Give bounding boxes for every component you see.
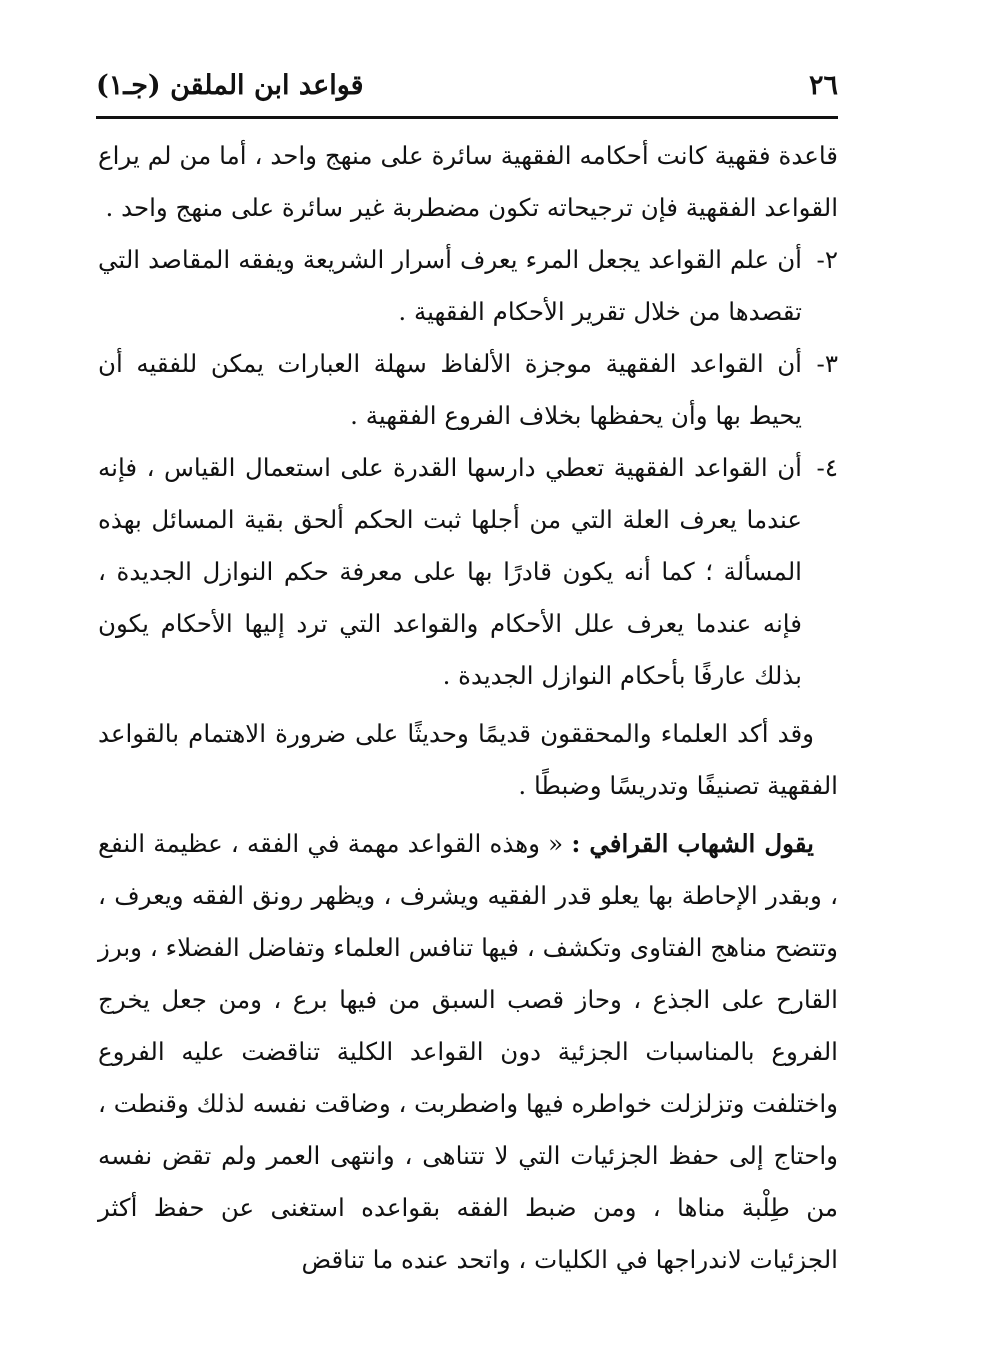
quote-author: يقول الشهاب القرافي :: [571, 829, 814, 858]
list-item-text: أن القواعد الفقهية موجزة الألفاظ سهلة العبارات يمكن للفقيه أن يحيط بها وأن يحفظها بخلاف الفروع الفقهية .: [98, 349, 802, 430]
list-item-number: ٣-: [816, 349, 838, 378]
list-item-text: أن علم القواعد يجعل المرء يعرف أسرار الشريعة ويفقه المقاصد التي تقصدها من خلال تقرير الأحكام الفقهية .: [98, 245, 802, 326]
list-item-text: أن القواعد الفقهية تعطي دارسها القدرة على استعمال القياس ، فإنه عندما يعرف العلة التي من أجلها ثبت الحكم ألحق بقية المسائل بهذه المسألة ؛ كما أنه يكون قادرًا بها على معرفة حكم النوازل الجديدة ، فإنه عندما يعرف علل الأحكام والقواعد التي ترد إليها الأحكام يكون بذلك عارفًا بأحكام النوازل الجديدة .: [98, 453, 802, 690]
body-paragraph: وقد أكد العلماء والمحققون قديمًا وحديثًا على ضرورة الاهتمام بالقواعد الفقهية تصنيفًا وتدريسًا وضبطًا .: [98, 719, 838, 800]
page-body: [98, 130, 838, 1286]
page-header: [96, 62, 838, 112]
running-title: قواعد ابن الملقن (جـ١): [96, 70, 364, 101]
list-item-number: ٢-: [816, 245, 838, 274]
continuation-paragraph: قاعدة فقهية كانت أحكامه الفقهية سائرة على منهج واحد ، أما من لم يراع القواعد الفقهية فإن ترجيحاته تكون مضطربة غير سائرة على منهج واحد .: [98, 141, 838, 222]
list-item: [98, 442, 838, 702]
list-item: [98, 338, 838, 442]
header-divider: [96, 116, 838, 119]
quote-paragraph: [98, 818, 838, 1286]
quote-text: « وهذه القواعد مهمة في الفقه ، عظيمة النفع ، وبقدر الإحاطة بها يعلو قدر الفقيه ويشرف ، ويظهر رونق الفقه ويعرف ، وتتضح مناهج الفتاوى وتكشف ، فيها تنافس العلماء وتفاضل الفضلاء ، وبرز القارح على الجذع ، وحاز قصب السبق من فيها برع ، ومن جعل يخرج الفروع بالمناسبات الجزئية دون القواعد الكلية تناقضت عليه الفروع واختلفت وتزلزلت خواطره فيها واضطربت ، وضاقت نفسه لذلك وقنطت ، واحتاج إلى حفظ الجزئيات التي لا تتناهى ، وانتهى العمر ولم تقض نفسه من طِلْبة مناها ، ومن ضبط الفقه بقواعده استغنى عن حفظ أكثر الجزئيات لاندراجها في الكليات ، واتحد عنده ما تناقض: [98, 829, 838, 1274]
page-number: ٢٦: [808, 70, 838, 101]
list-item: [98, 234, 838, 338]
list-item-number: ٤-: [816, 453, 838, 482]
